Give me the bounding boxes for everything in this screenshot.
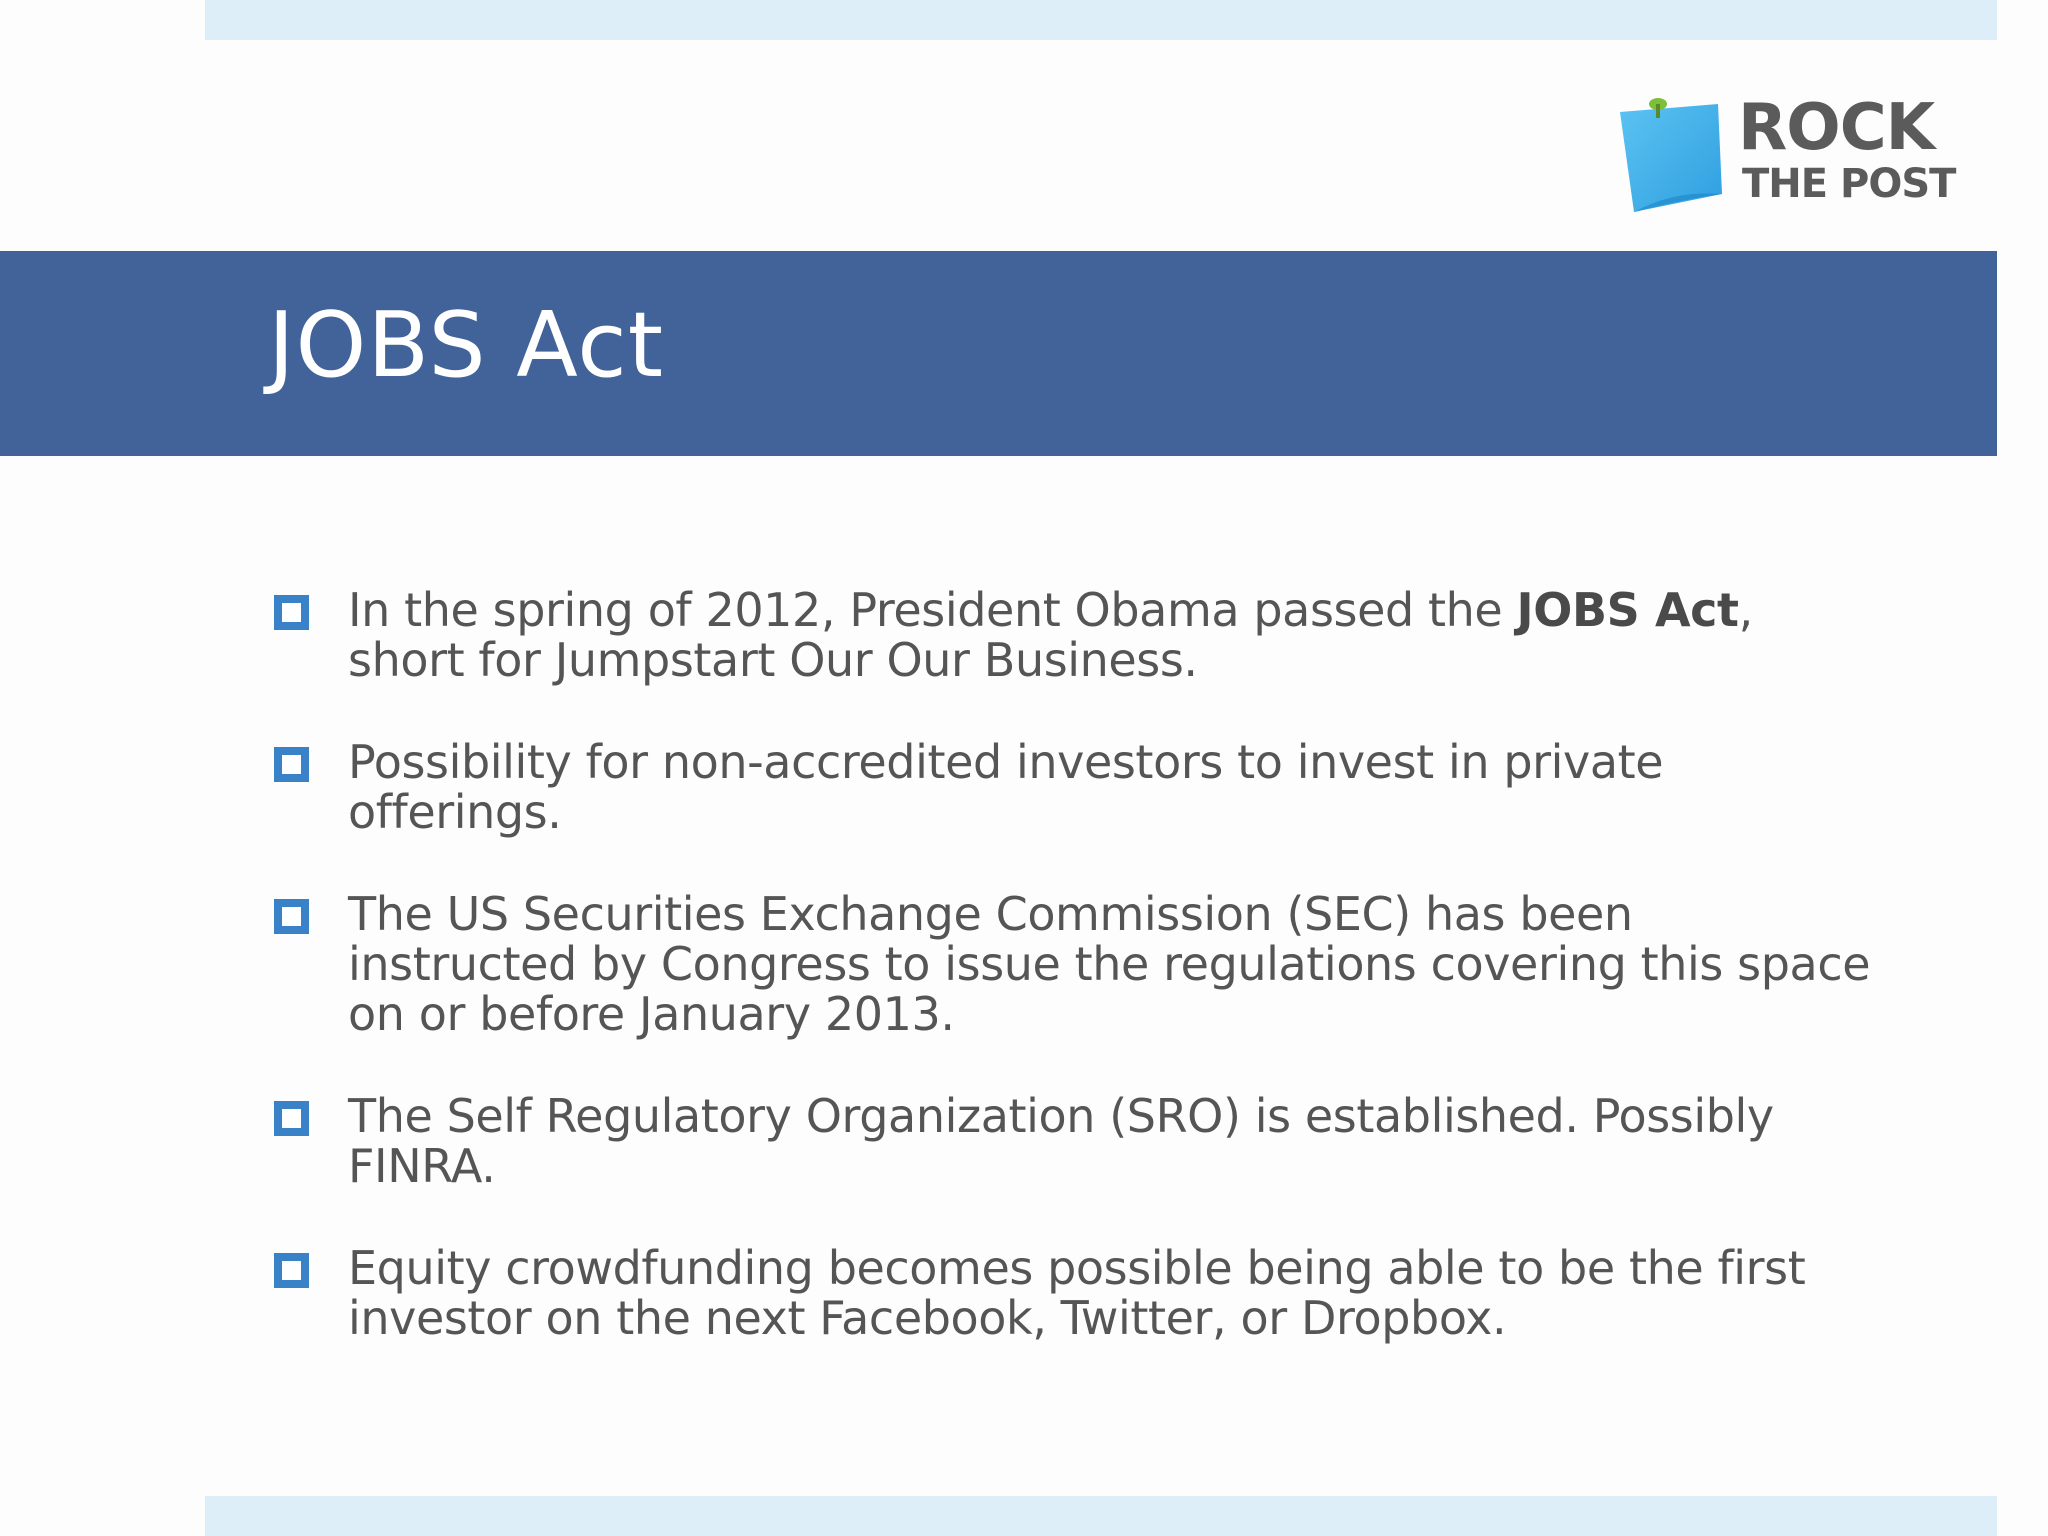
bullet-text: The US Securities Exchange Commission (SEC) has been instructed by Congress to issue the regulations covering this space on or before January 2013. <box>348 887 1871 1041</box>
slide-title: JOBS Act <box>268 293 665 398</box>
square-bullet-icon <box>274 1253 309 1288</box>
bullet-item <box>274 1091 1874 1191</box>
bullet-item <box>274 1243 1874 1343</box>
rock-the-post-logo <box>1612 82 1967 222</box>
square-bullet-icon <box>274 899 309 934</box>
bullet-text: Possibility for non-accredited investors to invest in private offerings. <box>348 735 1664 839</box>
bullet-text-before: In the spring of 2012, President Obama passed the <box>348 583 1517 637</box>
square-bullet-icon <box>274 747 309 782</box>
square-bullet-icon <box>274 1101 309 1136</box>
bottom-accent-strip <box>205 1496 1997 1536</box>
bullet-list <box>274 585 1874 1395</box>
bullet-item <box>274 889 1874 1039</box>
bullet-text: The Self Regulatory Organization (SRO) is established. Possibly FINRA. <box>348 1089 1774 1193</box>
bullet-item <box>274 737 1874 837</box>
bullet-text: Equity crowdfunding becomes possible being able to be the first investor on the next Facebook, Twitter, or Dropbox. <box>348 1241 1806 1345</box>
bullet-text-after: , short for Jumpstart Our Our Business. <box>348 583 1753 687</box>
top-accent-strip <box>205 0 1997 40</box>
logo-text-the-post: THE POST <box>1742 161 1956 207</box>
bullet-text-bold: JOBS Act <box>1516 583 1739 637</box>
bullet-item <box>274 585 1874 685</box>
bullet-text <box>348 583 1753 687</box>
logo-text-rock: ROCK <box>1738 91 1935 165</box>
square-bullet-icon <box>274 595 309 630</box>
sticky-note-icon <box>1612 94 1728 214</box>
